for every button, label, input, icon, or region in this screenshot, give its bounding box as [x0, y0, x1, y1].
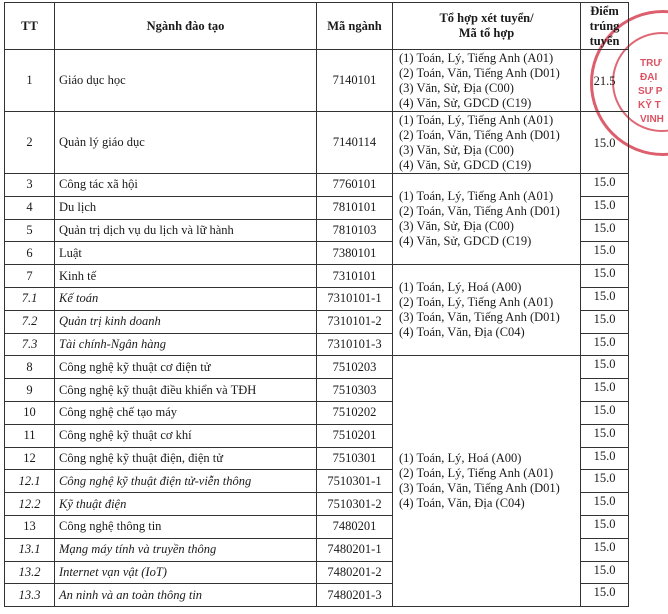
combo-line: (2) Toán, Văn, Tiếng Anh (D01): [399, 65, 560, 80]
row-combo: [393, 265, 581, 356]
row-major: Luật: [55, 242, 317, 265]
header-score: [581, 3, 629, 50]
table-row: [5, 112, 629, 174]
row-combo: [393, 112, 581, 174]
header-combo-line: Tổ hợp xét tuyển/: [439, 11, 534, 25]
row-major: Du lịch: [55, 196, 317, 219]
stamp-text: SƯ P: [638, 86, 663, 97]
row-tt: 9: [5, 379, 55, 402]
row-major: Công nghệ chế tạo máy: [55, 401, 317, 424]
row-code: 7510203: [317, 356, 393, 379]
row-code: 7480201-2: [317, 561, 393, 584]
row-score: 15.0: [581, 379, 629, 402]
row-major: Công tác xã hội: [55, 174, 317, 197]
row-tt: 7.3: [5, 333, 55, 356]
admission-scores-table: [4, 2, 629, 607]
row-tt: 1: [5, 50, 55, 112]
row-major: Kinh tế: [55, 265, 317, 288]
header-code: Mã ngành: [317, 3, 393, 50]
row-score: 15.0: [581, 112, 629, 174]
row-major: Kỹ thuật điện: [55, 493, 317, 516]
stamp-text: KỸ T: [638, 100, 661, 111]
combo-line: (4) Văn, Sử, GDCD (C19): [399, 157, 532, 172]
row-tt: 8: [5, 356, 55, 379]
row-score: 15.0: [581, 401, 629, 424]
row-code: 7760101: [317, 174, 393, 197]
header-score-line: Điểm: [590, 3, 619, 18]
combo-line: (3) Văn, Sử, Địa (C00): [399, 142, 514, 157]
row-score: 15.0: [581, 356, 629, 379]
row-code: 7480201: [317, 515, 393, 538]
stamp-text: ĐẠI: [640, 72, 658, 83]
row-major: Tài chính-Ngân hàng: [55, 333, 317, 356]
row-code: 7310101-3: [317, 333, 393, 356]
row-major: Công nghệ kỹ thuật điều khiển và TĐH: [55, 379, 317, 402]
row-major: Internet vạn vật (IoT): [55, 561, 317, 584]
row-major: Công nghệ kỹ thuật điện tử-viễn thông: [55, 470, 317, 493]
combo-line: (2) Toán, Lý, Tiếng Anh (A01): [399, 466, 554, 481]
row-score: 15.0: [581, 265, 629, 288]
row-major: Công nghệ kỹ thuật cơ điện tử: [55, 356, 317, 379]
header-score-line: tuyển: [589, 33, 620, 48]
combo-line: (1) Toán, Lý, Hoá (A00): [399, 451, 522, 466]
row-tt: 6: [5, 242, 55, 265]
row-score: 15.0: [581, 219, 629, 242]
row-code: 7810103: [317, 219, 393, 242]
table-row: [5, 356, 629, 379]
row-tt: 7.2: [5, 310, 55, 333]
row-code: 7140114: [317, 112, 393, 174]
row-score: 15.0: [581, 287, 629, 310]
row-major: An ninh và an toàn thông tin: [55, 584, 317, 607]
combo-line: (1) Toán, Lý, Hoá (A00): [399, 280, 522, 295]
row-score: 15.0: [581, 174, 629, 197]
combo-line: (1) Toán, Lý, Tiếng Anh (A01): [399, 189, 554, 204]
row-major: Giáo dục học: [55, 50, 317, 112]
row-tt: 4: [5, 196, 55, 219]
row-code: 7140101: [317, 50, 393, 112]
row-code: 7510202: [317, 401, 393, 424]
row-tt: 11: [5, 424, 55, 447]
row-code: 7510301: [317, 447, 393, 470]
row-code: 7380101: [317, 242, 393, 265]
row-code: 7480201-1: [317, 538, 393, 561]
row-tt: 13.1: [5, 538, 55, 561]
row-score: 15.0: [581, 493, 629, 516]
combo-line: (3) Văn, Sử, Địa (C00): [399, 80, 514, 95]
row-score: 15.0: [581, 470, 629, 493]
row-score: 15.0: [581, 447, 629, 470]
row-tt: 13.2: [5, 561, 55, 584]
combo-line: (1) Toán, Lý, Tiếng Anh (A01): [399, 50, 554, 65]
row-major: Quản lý giáo dục: [55, 112, 317, 174]
row-major: Quản trị kinh doanh: [55, 310, 317, 333]
row-score: 21.5: [581, 50, 629, 112]
combo-line: (4) Toán, Văn, Địa (C04): [399, 325, 525, 340]
row-major: Công nghệ thông tin: [55, 515, 317, 538]
row-code: 7510301-1: [317, 470, 393, 493]
row-major: Công nghệ kỹ thuật điện, điện tử: [55, 447, 317, 470]
row-tt: 7: [5, 265, 55, 288]
row-score: 15.0: [581, 515, 629, 538]
row-score: 15.0: [581, 424, 629, 447]
combo-line: (4) Văn, Sử, GDCD (C19): [399, 234, 532, 249]
row-code: 7510201: [317, 424, 393, 447]
row-code: 7310101: [317, 265, 393, 288]
row-code: 7310101-2: [317, 310, 393, 333]
stamp-text: TRƯ: [640, 58, 662, 69]
combo-line: (3) Toán, Văn, Tiếng Anh (D01): [399, 481, 560, 496]
table-row: [5, 174, 629, 197]
row-tt: 5: [5, 219, 55, 242]
header-combo: [393, 3, 581, 50]
table-row: [5, 50, 629, 112]
combo-line: (1) Toán, Lý, Tiếng Anh (A01): [399, 112, 554, 127]
row-score: 15.0: [581, 242, 629, 265]
row-tt: 12: [5, 447, 55, 470]
table-row: [5, 265, 629, 288]
row-tt: 7.1: [5, 287, 55, 310]
row-combo: [393, 356, 581, 607]
row-tt: 10: [5, 401, 55, 424]
row-tt: 12.2: [5, 493, 55, 516]
combo-line: (4) Toán, Văn, Địa (C04): [399, 496, 525, 511]
row-code: 7810101: [317, 196, 393, 219]
row-score: 15.0: [581, 538, 629, 561]
header-tt: TT: [5, 3, 55, 50]
combo-line: (2) Toán, Lý, Tiếng Anh (A01): [399, 295, 554, 310]
header-score-line: trúng: [589, 18, 620, 33]
row-major: Quản trị dịch vụ du lịch và lữ hành: [55, 219, 317, 242]
row-tt: 13.3: [5, 584, 55, 607]
row-major: Mạng máy tính và truyền thông: [55, 538, 317, 561]
stamp-text: VINH: [640, 114, 664, 125]
row-tt: 12.1: [5, 470, 55, 493]
combo-line: (4) Văn, Sử, GDCD (C19): [399, 95, 532, 110]
row-code: 7480201-3: [317, 584, 393, 607]
row-major: Kế toán: [55, 287, 317, 310]
row-score: 15.0: [581, 196, 629, 219]
row-code: 7510303: [317, 379, 393, 402]
combo-line: (2) Toán, Văn, Tiếng Anh (D01): [399, 204, 560, 219]
combo-line: (3) Toán, Văn, Tiếng Anh (D01): [399, 310, 560, 325]
row-score: 15.0: [581, 333, 629, 356]
row-tt: 2: [5, 112, 55, 174]
combo-line: (2) Toán, Văn, Tiếng Anh (D01): [399, 127, 560, 142]
row-score: 15.0: [581, 561, 629, 584]
row-tt: 3: [5, 174, 55, 197]
row-combo: [393, 50, 581, 112]
row-score: 15.0: [581, 310, 629, 333]
row-combo: [393, 174, 581, 265]
combo-line: (3) Văn, Sử, Địa (C00): [399, 219, 514, 234]
row-major: Công nghệ kỹ thuật cơ khí: [55, 424, 317, 447]
row-score: 15.0: [581, 584, 629, 607]
row-tt: 13: [5, 515, 55, 538]
header-combo-line: Mã tổ hợp: [458, 26, 515, 40]
row-code: 7510301-2: [317, 493, 393, 516]
header-major: Ngành đào tạo: [55, 3, 317, 50]
row-code: 7310101-1: [317, 287, 393, 310]
